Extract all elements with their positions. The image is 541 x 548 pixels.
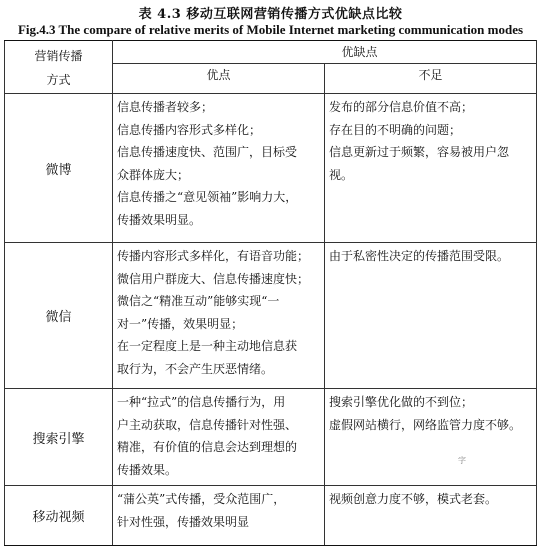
pros-line: 众群体庞大； (117, 167, 190, 182)
cons-line: 存在目的不明确的问题； (329, 122, 462, 137)
table-row (5, 94, 537, 243)
pros-line: 信息传播之“意见领袖”影响力大， (117, 190, 298, 204)
table-title-english: Fig.4.3 The compare of relative merits of Mobile Internet marketing communication modes (17, 22, 524, 37)
table-title-chinese: 表 4.3 移动互联网营销传播方式优缺点比较 (138, 7, 403, 22)
pros-line: 对一”传播，效果明显； (117, 316, 244, 331)
method-cell: 微博 (5, 94, 113, 243)
table-row (5, 243, 537, 389)
pros-cell (113, 94, 325, 243)
method-cell: 搜索引擎 (5, 389, 113, 486)
merits-table (4, 40, 537, 546)
stray-mark: 字 (458, 456, 466, 465)
table-row (5, 486, 537, 546)
cons-line: 视。 (329, 167, 354, 182)
cons-cell (325, 486, 537, 546)
pros-line: “蒲公英”式传播，受众范围广， (117, 492, 286, 506)
pros-line: 信息传播速度快、范围广，目标受 (117, 145, 298, 159)
pros-line: 针对性强，传播效果明显 (117, 514, 250, 529)
header-cons: 不足 (325, 64, 537, 94)
cons-line: 搜索引擎优化做的不到位； (329, 395, 474, 409)
cons-line: 由于私密性决定的传播范围受限。 (329, 249, 510, 263)
pros-cell (113, 389, 325, 486)
pros-line: 传播效果。 (117, 462, 178, 477)
table-row (5, 389, 537, 486)
pros-line: 取行为，不会产生厌恶情绪。 (117, 361, 274, 376)
method-cell: 移动视频 (5, 486, 113, 546)
method-cell: 微信 (5, 243, 113, 389)
cons-line: 虚假网站横行，网络监管力度不够。 (329, 417, 522, 432)
header-pros: 优点 (113, 64, 325, 94)
pros-line: 传播内容形式多样化，有语音功能； (117, 249, 310, 263)
cons-line: 发布的部分信息价值不高； (329, 100, 474, 114)
pros-line: 信息传播内容形式多样化； (117, 122, 262, 137)
cons-line: 信息更新过于频繁，容易被用户忽 (329, 145, 510, 159)
header-method-line1: 营销传播 (34, 49, 83, 63)
pros-line: 传播效果明显。 (117, 212, 202, 227)
header-method (5, 41, 113, 94)
pros-cell (113, 243, 325, 389)
pros-line: 一种“拉式”的信息传播行为，用 (117, 395, 286, 409)
pros-line: 微信之“精准互动”能够实现“一 (117, 294, 280, 308)
pros-line: 微信用户群庞大、信息传播速度快； (117, 271, 310, 286)
pros-line: 信息传播者较多； (117, 100, 214, 114)
cons-cell (325, 94, 537, 243)
header-merits: 优缺点 (113, 41, 537, 64)
pros-line: 户主动获取，信息传播针对性强、 (117, 417, 298, 432)
header-method-line2: 方式 (46, 73, 71, 87)
cons-cell (325, 243, 537, 389)
pros-line: 精准，有价值的信息会达到理想的 (117, 440, 298, 454)
pros-line: 在一定程度上是一种主动地信息获 (117, 339, 298, 353)
cons-cell (325, 389, 537, 486)
pros-cell (113, 486, 325, 546)
cons-line: 视频创意力度不够，模式老套。 (329, 492, 498, 506)
